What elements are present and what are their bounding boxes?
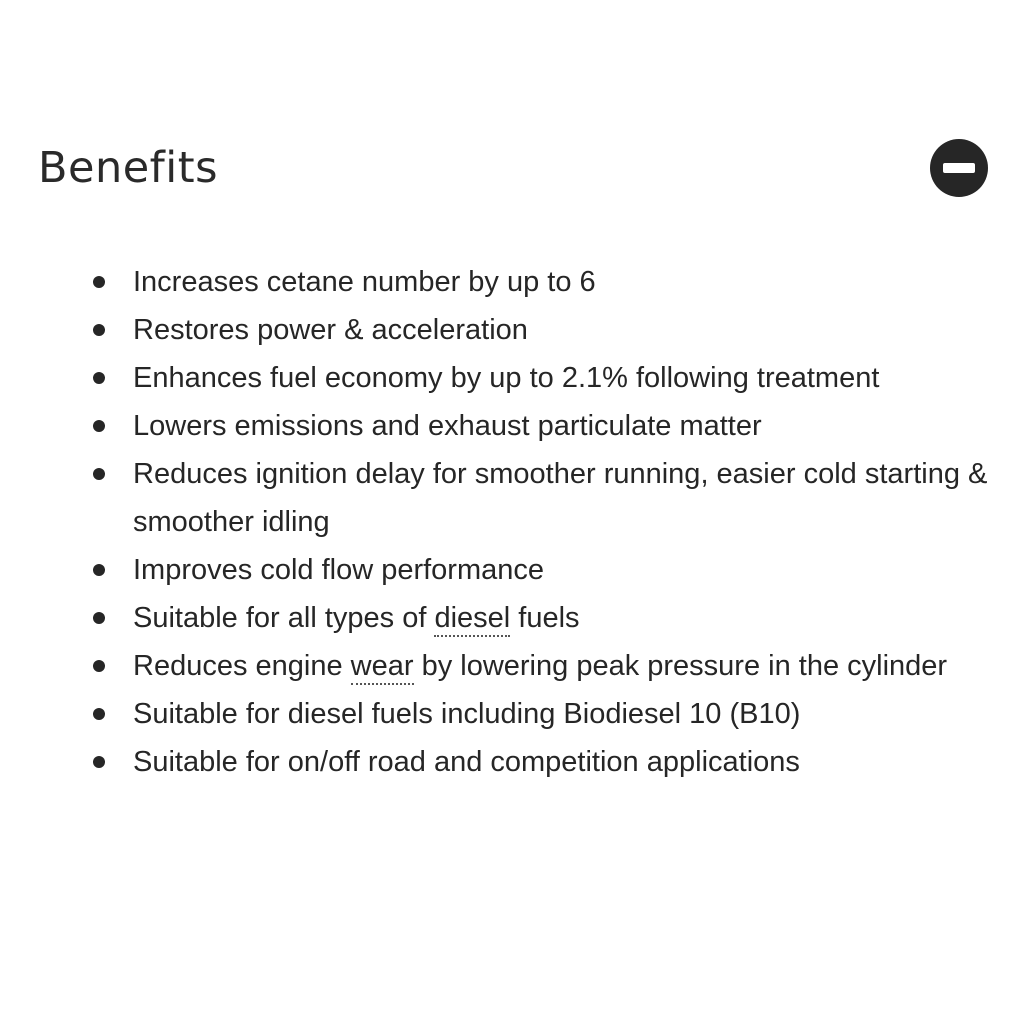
minus-bar [943, 163, 975, 173]
list-item-text: Suitable for on/off road and competition applications [133, 746, 800, 778]
bullet-icon [93, 420, 105, 432]
list-item-text: Restores power & acceleration [133, 314, 528, 346]
benefits-list [93, 258, 993, 786]
list-item-text: Reduces ignition delay for smoother running, easier cold starting & smoother idling [133, 458, 988, 538]
list-item-text: Increases cetane number by up to 6 [133, 266, 596, 298]
glossary-link-diesel[interactable]: diesel [434, 602, 510, 637]
list-item-text-after: fuels [510, 602, 580, 634]
list-item [93, 594, 993, 642]
list-item [93, 450, 993, 546]
bullet-icon [93, 372, 105, 384]
bullet-icon [93, 468, 105, 480]
list-item-text: Suitable for diesel fuels including Biodiesel 10 (B10) [133, 698, 801, 730]
accordion-header[interactable] [38, 136, 988, 200]
list-item-text-before: Reduces engine [133, 650, 351, 682]
bullet-icon [93, 756, 105, 768]
list-item-text-after: by lowering peak pressure in the cylinder [413, 650, 948, 682]
list-item [93, 402, 993, 450]
list-item [93, 642, 993, 690]
bullet-icon [93, 612, 105, 624]
list-item-text: Improves cold flow performance [133, 554, 544, 586]
list-item [93, 306, 993, 354]
bullet-icon [93, 276, 105, 288]
list-item-text-before: Suitable for all types of [133, 602, 435, 634]
bullet-icon [93, 324, 105, 336]
bullet-icon [93, 708, 105, 720]
list-item-text: Enhances fuel economy by up to 2.1% following treatment [133, 362, 880, 394]
minus-circle-icon[interactable] [930, 139, 988, 197]
list-item [93, 738, 993, 786]
list-item [93, 354, 993, 402]
list-item [93, 546, 993, 594]
glossary-link-wear[interactable]: wear [351, 650, 414, 685]
bullet-icon [93, 564, 105, 576]
list-item [93, 690, 993, 738]
bullet-icon [93, 660, 105, 672]
list-item [93, 258, 993, 306]
list-item-text: Lowers emissions and exhaust particulate matter [133, 410, 762, 442]
section-title: Benefits [38, 143, 219, 193]
